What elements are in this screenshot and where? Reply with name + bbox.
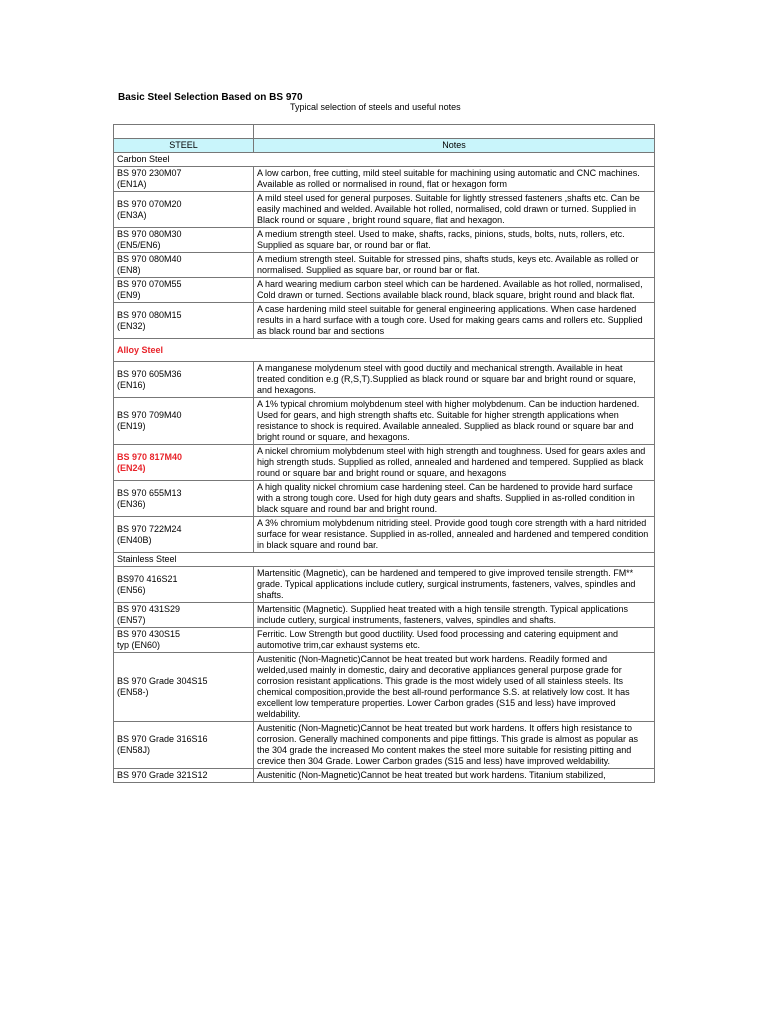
en-designation: (EN36) bbox=[117, 498, 146, 509]
steel-grade: BS 970 070M20 bbox=[117, 198, 182, 209]
steel-grade: BS 970 080M15 bbox=[117, 309, 182, 320]
table-row bbox=[114, 653, 654, 721]
steel-grade: BS970 416S21 bbox=[117, 573, 178, 584]
category-label: Carbon Steel bbox=[114, 153, 654, 166]
table-blank-row bbox=[114, 125, 654, 138]
steel-grade-cell bbox=[114, 628, 253, 652]
steel-grade-cell bbox=[114, 481, 253, 516]
notes-cell: A mild steel used for general purposes. Suitable for lightly stressed fasteners ,shafts etc. Can be easily machined and welded. Available hot rolled, normalised, cold drawn or turned. Supplied in Black round or square , bright round square, flat and hexagon. bbox=[254, 192, 654, 227]
table-row bbox=[114, 167, 654, 191]
steel-grade: BS 970 Grade 304S15 bbox=[117, 676, 208, 686]
en-designation: (EN40B) bbox=[117, 534, 152, 545]
table-row bbox=[114, 722, 654, 768]
steel-grade-cell bbox=[114, 228, 253, 252]
steel-grade-cell bbox=[114, 653, 253, 721]
en-designation: typ (EN60) bbox=[117, 640, 161, 650]
steel-grade-cell bbox=[114, 253, 253, 277]
column-header-steel: STEEL bbox=[114, 139, 253, 152]
en-designation: (EN9) bbox=[117, 290, 141, 300]
en-designation: (EN16) bbox=[117, 379, 146, 390]
en-designation: (EN58-) bbox=[117, 687, 149, 697]
steel-grade: BS 970 080M30 bbox=[117, 229, 182, 239]
en-designation: (EN58J) bbox=[117, 745, 151, 755]
en-designation: (EN8) bbox=[117, 265, 141, 275]
table-row bbox=[114, 769, 654, 782]
steel-grade-cell bbox=[114, 567, 253, 602]
steel-grade: BS 970 655M13 bbox=[117, 487, 182, 498]
table-row bbox=[114, 628, 654, 652]
steel-grade: BS 970 709M40 bbox=[117, 410, 182, 420]
steel-grade: BS 970 070M55 bbox=[117, 279, 182, 289]
table-row bbox=[114, 192, 654, 227]
steel-grade: BS 970 722M24 bbox=[117, 523, 182, 534]
steel-grade: BS 970 Grade 321S12 bbox=[117, 770, 208, 780]
steel-grade-cell bbox=[114, 517, 253, 552]
steel-grade: BS 970 605M36 bbox=[117, 368, 182, 379]
notes-cell: A nickel chromium molybdenum steel with high strength and toughness. Used for gears axles and high strength studs. Supplied as rolled, annealed and hardened and tempered. Supplied as black round or square bar and bright round or square, and hexagons bbox=[254, 445, 654, 480]
steel-grade: BS 970 817M40 bbox=[117, 451, 183, 462]
notes-cell: Ferritic. Low Strength but good ductility. Used food processing and catering equipment and automotive trim,car exhaust systems etc. bbox=[254, 628, 654, 652]
category-label: Alloy Steel bbox=[114, 339, 654, 361]
notes-cell: A case hardening mild steel suitable for general engineering applications. When case hardened results in a hard surface with a tough core. Used for making gears cams and rollers etc. Supplied as black round bar and sections bbox=[254, 303, 654, 338]
notes-cell: A medium strength steel. Suitable for stressed pins, shafts studs, keys etc. Available as rolled or normalised. Supplied as square bar, or round bar or flat. bbox=[254, 253, 654, 277]
en-designation: (EN32) bbox=[117, 320, 146, 331]
steel-grade: BS 970 Grade 316S16 bbox=[117, 734, 208, 744]
steel-grade-cell bbox=[114, 398, 253, 444]
steel-grade: BS 970 230M07 bbox=[117, 168, 182, 178]
category-label: Stainless Steel bbox=[114, 553, 654, 566]
table-row bbox=[114, 398, 654, 444]
steel-grade-cell bbox=[114, 445, 253, 480]
en-designation: (EN19) bbox=[117, 421, 146, 431]
steel-grade-cell bbox=[114, 303, 253, 338]
notes-cell: A low carbon, free cutting, mild steel suitable for machining using automatic and CNC machines. Available as rolled or normalised in round, flat or hexagon form bbox=[254, 167, 654, 191]
steel-grade-cell bbox=[114, 278, 253, 302]
en-designation: (EN5/EN6) bbox=[117, 240, 161, 250]
notes-cell: Austenitic (Non-Magnetic)Cannot be heat treated but work hardens. Titanium stabilized, bbox=[254, 769, 654, 782]
notes-cell: A high quality nickel chromium case hardening steel. Can be hardened to provide hard surface with a strong tough core. Used for high duty gears and shafts. Supplied in as-rolled condition in black square and round bar and bright round. bbox=[254, 481, 654, 516]
table-row bbox=[114, 278, 654, 302]
notes-cell: A medium strength steel. Used to make, shafts, racks, pinions, studs, bolts, nuts, rollers, etc. Supplied as square bar, or round bar or flat. bbox=[254, 228, 654, 252]
table-row bbox=[114, 603, 654, 627]
steel-grade-cell bbox=[114, 722, 253, 768]
notes-cell: Martensitic (Magnetic), can be hardened and tempered to give improved tensile strength. FM** grade. Typical applications include cutlery, surgical instruments, fasteners, valves, spindles and shafts. bbox=[254, 567, 654, 602]
en-designation: (EN24) bbox=[117, 462, 146, 473]
table-row bbox=[114, 481, 654, 516]
table-row bbox=[114, 445, 654, 480]
category-row bbox=[114, 339, 654, 361]
table-row bbox=[114, 517, 654, 552]
notes-cell: Austenitic (Non-Magnetic)Cannot be heat treated but work hardens. Readily formed and welded,used mainly in domestic, dairy and decorative appliances general purpose grade for corrosion resistant applications. This grade is the most widely used of all stainless steels. Its chemical composition,provide the best all-round performance S.S. at relatively low cost. It has excellent low temperature properties. Lower Carbon grades (S15 and less) have improved weldability. bbox=[254, 653, 654, 721]
steel-grade-cell bbox=[114, 192, 253, 227]
page-title: Basic Steel Selection Based on BS 970 bbox=[118, 92, 303, 103]
en-designation: (EN56) bbox=[117, 584, 146, 595]
steel-grade-cell bbox=[114, 769, 253, 782]
notes-cell: A 3% chromium molybdenum nitriding steel. Provide good tough core strength with a hard nitrided surface for wear resistance. Supplied in as-rolled, annealed and hardened and tempered condition in black square and round bar. bbox=[254, 517, 654, 552]
steel-grade-cell bbox=[114, 362, 253, 397]
category-row bbox=[114, 153, 654, 166]
notes-cell: A hard wearing medium carbon steel which can be hardened. Available as hot rolled, normalised, Cold drawn or turned. Sections available black round, black square, bright round and black flat. bbox=[254, 278, 654, 302]
page-subtitle: Typical selection of steels and useful notes bbox=[290, 102, 461, 112]
steel-grade-cell bbox=[114, 167, 253, 191]
notes-cell: A manganese molydenum steel with good ductily and mechanical strength. Available in heat treated condition e.g (R,S,T).Supplied as black round or square bar and bright round or square, and hexagons. bbox=[254, 362, 654, 397]
en-designation: (EN3A) bbox=[117, 209, 147, 220]
steel-grade: BS 970 431S29 bbox=[117, 604, 181, 614]
table-header-row bbox=[114, 139, 654, 152]
column-header-notes: Notes bbox=[254, 139, 654, 152]
notes-cell: Austenitic (Non-Magnetic)Cannot be heat treated but work hardens. It offers high resistance to corrosion. Generally machined components and pipe fittings. This grade is almost as popular as the 304 grade the increased Mo content makes the steel more suitable for resisting pitting and crevice then 304 Grade. Lower Carbon grades (S15 and less) have improved weldability. bbox=[254, 722, 654, 768]
steel-selection-table bbox=[113, 124, 655, 783]
table-row bbox=[114, 253, 654, 277]
en-designation: (EN1A) bbox=[117, 179, 147, 189]
notes-cell: A 1% typical chromium molybdenum steel with higher molybdenum. Can be induction hardened. Used for gears, and high strength shafts etc. Suitable for higher strength applications when resistance to shock is required. Available annealed. Supplied as black round or square bar and bright round or square, and hexagons. bbox=[254, 398, 654, 444]
en-designation: (EN57) bbox=[117, 615, 146, 625]
table-row bbox=[114, 228, 654, 252]
table-row bbox=[114, 567, 654, 602]
table-row bbox=[114, 303, 654, 338]
table-row bbox=[114, 362, 654, 397]
steel-grade: BS 970 080M40 bbox=[117, 254, 182, 264]
notes-cell: Martensitic (Magnetic). Supplied heat treated with a high tensile strength. Typical applications include cutlery, surgical instruments, fasteners, valves, spindles and shafts. bbox=[254, 603, 654, 627]
steel-grade: BS 970 430S15 bbox=[117, 629, 181, 639]
category-row bbox=[114, 553, 654, 566]
steel-grade-cell bbox=[114, 603, 253, 627]
